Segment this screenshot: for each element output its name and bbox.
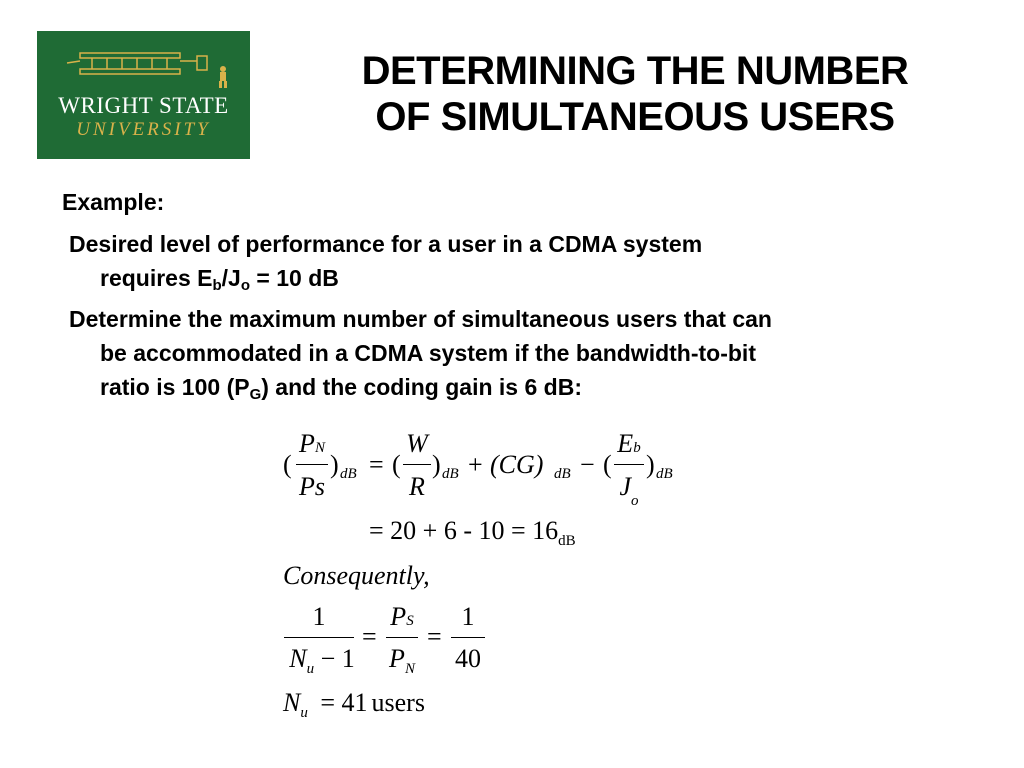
eq4-numerator-one-b: 1 — [461, 602, 475, 631]
paragraph-performance — [69, 227, 969, 295]
p1-line-2 — [69, 261, 969, 295]
eq4-denominator-forty: 40 — [455, 644, 481, 673]
eq4-denominator-pn: $P_N$ — [389, 644, 415, 677]
paragraph-task — [69, 302, 969, 404]
p1-text: requires E — [100, 265, 213, 291]
equation-5 — [283, 690, 425, 721]
university-logo — [37, 31, 250, 159]
coding-gain-term: (CG) — [490, 450, 544, 479]
p2-text-end: ) and the coding gain is 6 dB: — [261, 374, 582, 400]
eq1-denominator-jo: $J_o$ — [619, 472, 639, 509]
example-label: Example: — [62, 189, 165, 215]
db-subscript-4: dB — [656, 466, 673, 482]
subscript-g: G — [249, 386, 262, 403]
p2-line-3 — [69, 370, 969, 404]
equation-3-consequently: Consequently, — [283, 561, 430, 590]
paren-open-2: ( — [392, 450, 401, 479]
fraction-bar — [403, 464, 431, 465]
paren-open-1: ( — [283, 450, 292, 479]
db-subscript-2: dB — [442, 466, 459, 482]
slide-title — [270, 48, 1000, 140]
paren-close-1: ) — [330, 450, 339, 479]
p1-line-1: Desired level of performance for a user in a CDMA system — [69, 231, 703, 257]
subscript-b: b — [212, 277, 222, 294]
paren-close-3: ) — [646, 450, 655, 479]
logo-subname: UNIVERSITY — [76, 119, 211, 140]
p2-text: ratio is 100 (P — [100, 374, 250, 400]
eq5-nu: N — [283, 688, 301, 717]
fraction-bar — [296, 464, 328, 465]
logo-name: WRIGHT STATE — [58, 93, 229, 118]
p1-slash: /J — [221, 265, 241, 291]
eq2-sum: = 20 + 6 - 10 = 16 — [369, 516, 559, 545]
title-line-1: DETERMINING THE NUMBER — [361, 49, 909, 93]
paren-open-3: ( — [603, 450, 612, 479]
fraction-bar — [284, 637, 354, 638]
eq4-denominator: $N_u - 1$ — [289, 644, 355, 677]
fraction-bar — [386, 637, 418, 638]
minus-sign: − — [580, 450, 595, 479]
eq1-numerator-w: W — [406, 429, 428, 458]
title-line-2: OF SIMULTANEOUS USERS — [375, 95, 895, 139]
eq1-denominator-ps: Ps — [299, 472, 325, 501]
p1-value: = 10 dB — [250, 265, 339, 291]
eq2-unit: dB — [558, 533, 576, 549]
fraction-bar — [614, 464, 644, 465]
subscript-o: o — [240, 277, 251, 294]
eq5-value: = 41 — [320, 688, 368, 717]
db-subscript-3: dB — [554, 466, 571, 482]
eq1-numerator-pn: PN — [299, 429, 325, 458]
fraction-bar — [451, 637, 485, 638]
paren-close-2: ) — [432, 450, 441, 479]
equals-sign: = — [427, 622, 442, 651]
eq1-numerator-eb: Eb — [617, 429, 641, 458]
eq5-unit: users — [371, 688, 425, 717]
eq1-denominator-r: R — [409, 472, 425, 501]
db-subscript-1: dB — [340, 466, 357, 482]
p2-line-2: be accommodated in a CDMA system if the bandwidth-to-bit — [100, 340, 756, 366]
plus-sign: + — [468, 450, 483, 479]
figure-icon — [219, 66, 227, 88]
p2-line-1: Determine the maximum number of simultaneous users that can — [69, 306, 772, 332]
eq4-numerator-one: 1 — [312, 602, 326, 631]
equals-sign: = — [362, 622, 377, 651]
equals-sign: = — [369, 450, 384, 479]
eq4-numerator-ps: PS — [390, 602, 414, 631]
eq5-nu-sub: u — [300, 705, 308, 721]
equation-2 — [369, 518, 576, 549]
